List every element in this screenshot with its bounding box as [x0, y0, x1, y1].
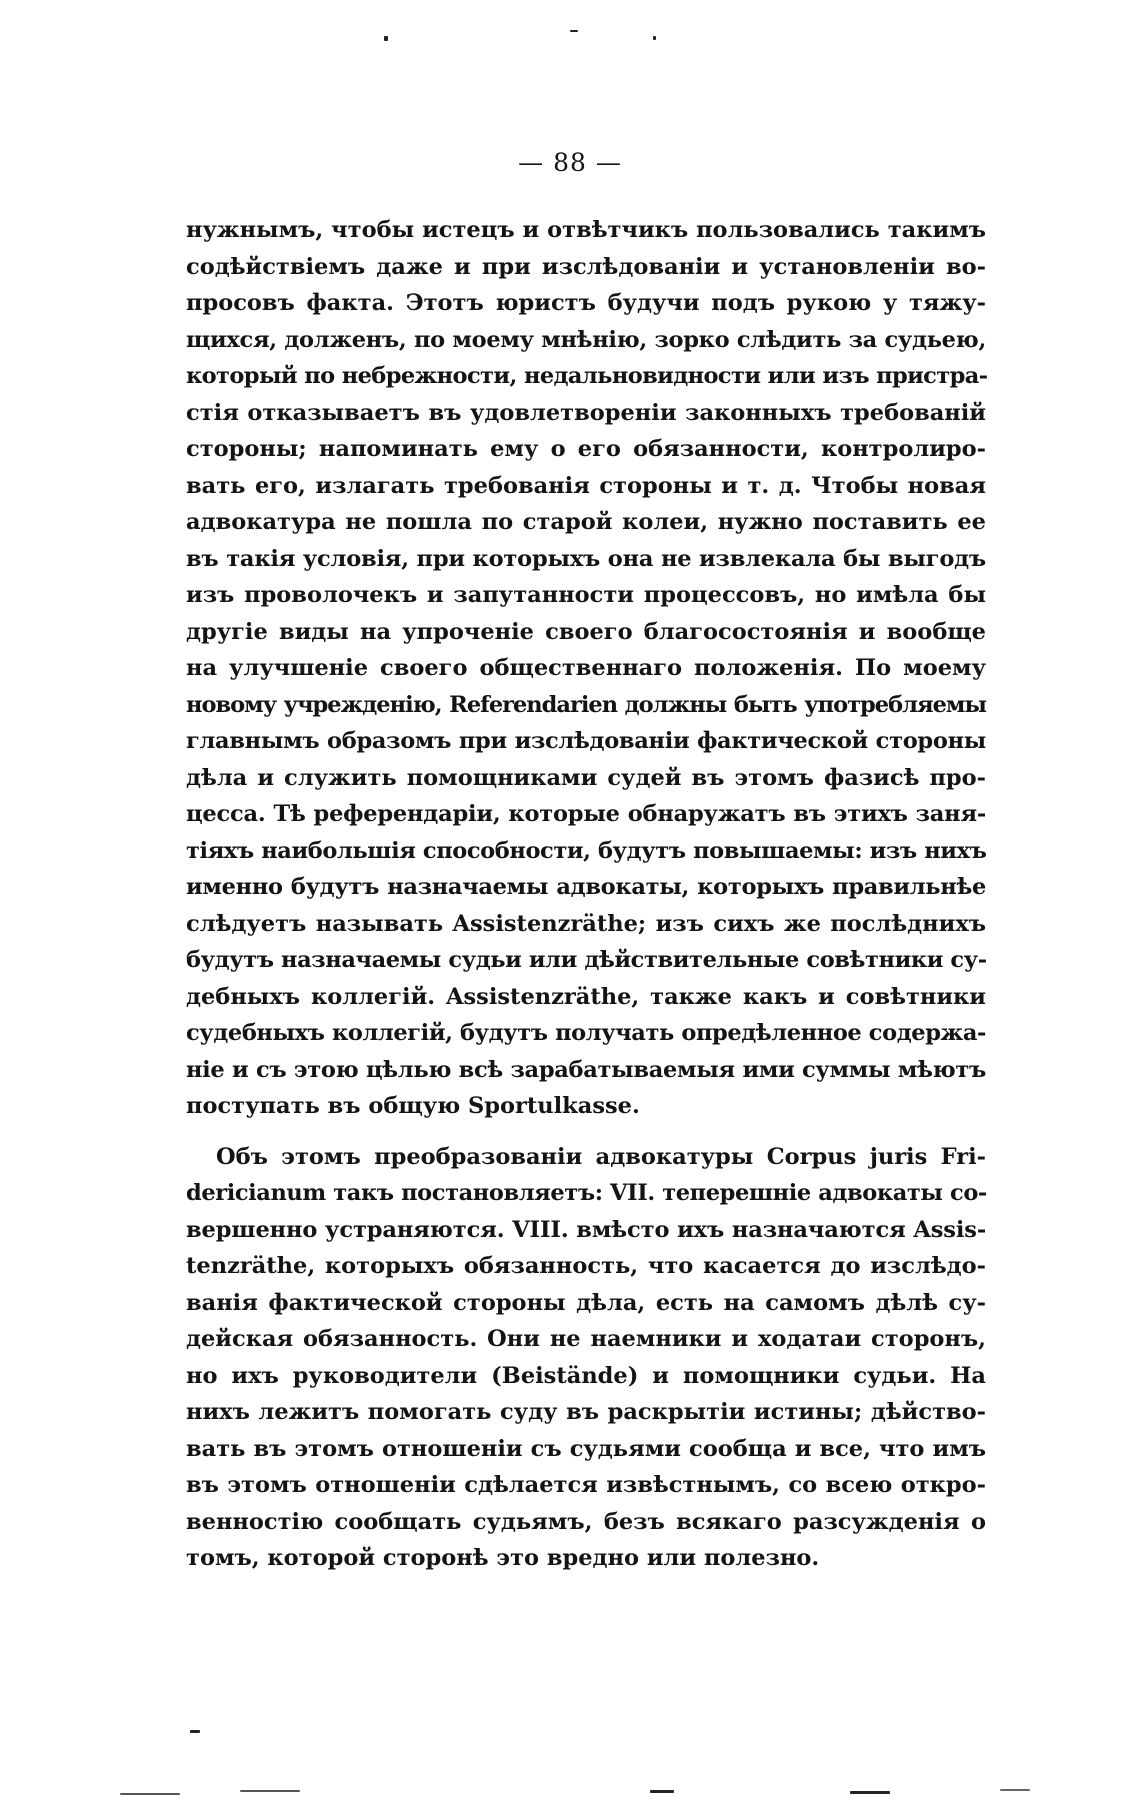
text-line: но ихъ руководители (Beistände) и помощники судьи. На	[186, 1362, 986, 1389]
text-line: другіе виды на упроченіе своего благосостоянія и вообще	[186, 618, 986, 645]
text-line: ніе и съ этою цѣлью всѣ зарабатываемыя ими суммы мѣютъ	[186, 1056, 986, 1083]
text-line: дѣла и служить помощниками судей въ этомъ фазисѣ про-	[186, 764, 986, 791]
text-line: содѣйствіемъ даже и при изслѣдованіи и установленіи во-	[186, 253, 986, 280]
text-line: щихся, долженъ, по моему мнѣнію, зорко слѣдить за судьею,	[186, 326, 986, 353]
text-line: нихъ лежитъ помогать суду въ раскрытіи истины; дѣйство-	[186, 1399, 986, 1425]
body-text	[186, 212, 986, 1577]
text-line: именно будутъ назначаемы адвокаты, которыхъ правильнѣе	[186, 874, 986, 900]
text-line: просовъ факта. Этотъ юристъ будучи подъ рукою у тяжу-	[186, 290, 986, 316]
text-line: главнымъ образомъ при изслѣдованіи фактической стороны	[186, 728, 986, 754]
scan-speck	[1000, 1789, 1030, 1791]
page-number: — 88 —	[518, 148, 622, 177]
text-line: въ такія условія, при которыхъ она не извлекала бы выгодъ	[186, 545, 986, 572]
text-line: томъ, которой сторонѣ это вредно или полезно.	[186, 1545, 820, 1571]
text-line: адвокатура не пошла по старой колеи, нужно поставить ее	[186, 509, 986, 535]
text-line: на улучшеніе своего общественнаго положенія. По моему	[186, 655, 986, 681]
text-line: дейская обязанность. Они не наемники и ходатаи сторонъ,	[186, 1326, 986, 1352]
text-line: вать въ этомъ отношеніи съ судьями сообща и все, что имъ	[186, 1435, 986, 1462]
text-line: дебныхъ коллегій. Assistenzräthe, также какъ и совѣтники	[186, 983, 986, 1010]
text-line: который по небрежности, недальновидности или изъ пристра-	[186, 363, 988, 389]
text-line: Объ этомъ преобразованіи адвокатуры Corpus juris Fri-	[216, 1143, 986, 1170]
text-line: слѣдуетъ называть Assistenzräthe; изъ сихъ же послѣднихъ	[186, 910, 986, 937]
text-line: стія отказываетъ въ удовлетвореніи законныхъ требованій	[186, 399, 986, 426]
text-line: тіяхъ наибольшія способности, будутъ повышаемы: изъ нихъ	[186, 837, 987, 864]
scan-speck	[240, 1790, 300, 1792]
text-line: новому учрежденію, Referendarien должны быть употребляемы	[186, 691, 986, 718]
scan-speck	[850, 1791, 890, 1794]
scan-speck	[120, 1793, 180, 1795]
text-line: поступать въ общую Sportulkasse.	[186, 1093, 640, 1119]
scan-speck	[570, 30, 578, 32]
text-line: будутъ назначаемы судьи или дѣйствительные совѣтники су-	[186, 947, 987, 973]
text-line: венностію сообщать судьямъ, безъ всякаго разсужденія о	[186, 1508, 986, 1535]
text-line: судебныхъ коллегій, будутъ получать опредѣленное содержа-	[186, 1020, 986, 1046]
paragraph	[186, 1139, 986, 1577]
text-line: стороны; напоминать ему о его обязанности, контролиро-	[186, 436, 986, 462]
text-line: цесса. Тѣ референдаріи, которые обнаружатъ въ этихъ заня-	[186, 801, 986, 827]
scan-speck	[650, 1790, 674, 1793]
text-line: dericianum такъ постановляетъ: VII. теперешніе адвокаты со-	[186, 1180, 987, 1206]
scan-speck	[190, 1730, 200, 1733]
text-line: въ этомъ отношеніи сдѣлается извѣстнымъ, со всею откро-	[186, 1472, 986, 1498]
text-line: изъ проволочекъ и запутанности процессовъ, но имѣла бы	[186, 582, 986, 608]
text-line: tenzräthe, которыхъ обязанность, что касается до изслѣдо-	[186, 1253, 986, 1279]
paragraph-gap	[186, 1125, 986, 1139]
paragraph	[186, 212, 986, 1125]
scan-speck	[384, 36, 388, 41]
text-line: ванія фактической стороны дѣла, есть на самомъ дѣлѣ су-	[186, 1289, 986, 1316]
scan-speck	[653, 36, 656, 40]
text-line: вершенно устраняются. VIII. вмѣсто ихъ назначаются Assis-	[186, 1216, 987, 1243]
text-line: вать его, излагать требованія стороны и т. д. Чтобы новая	[186, 472, 986, 499]
text-line: нужнымъ, чтобы истецъ и отвѣтчикъ пользовались такимъ	[186, 217, 986, 243]
